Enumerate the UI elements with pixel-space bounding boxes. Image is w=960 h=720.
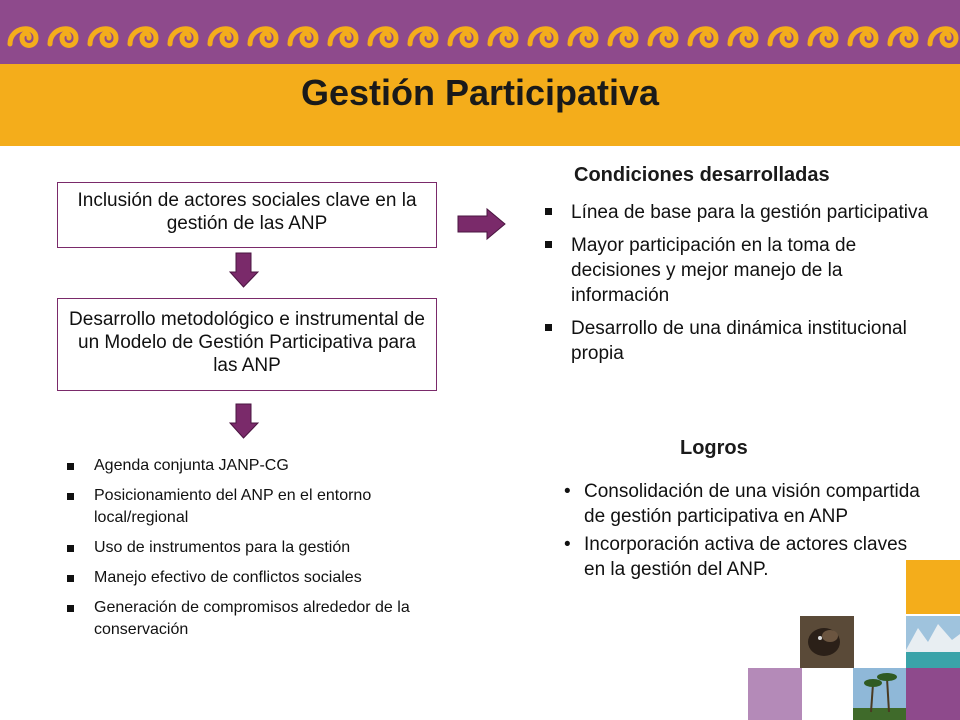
list-item: Uso de instrumentos para la gestión xyxy=(67,537,467,559)
logros-heading: Logros xyxy=(680,437,748,459)
page-title: Gestión Participativa xyxy=(300,72,660,113)
condiciones-heading: Condiciones desarrolladas xyxy=(574,164,830,186)
deco-square-yellow xyxy=(906,560,960,614)
condiciones-list xyxy=(545,200,945,374)
list-item: Línea de base para la gestión participativa xyxy=(545,200,945,225)
mountain-lake-photo xyxy=(906,616,960,668)
resultados-list xyxy=(67,455,467,649)
deco-square-lightpurple xyxy=(748,668,802,720)
wave-pattern-band xyxy=(0,0,960,64)
list-item: Manejo efectivo de conflictos sociales xyxy=(67,567,467,589)
desarrollo-box xyxy=(57,298,437,391)
square-bullet-icon xyxy=(545,324,552,331)
square-bullet-icon xyxy=(67,545,74,552)
bullet-dot: • xyxy=(564,534,571,555)
square-bullet-icon xyxy=(67,575,74,582)
square-bullet-icon xyxy=(67,605,74,612)
desarrollo-text: Desarrollo metodológico e instrumental de un Modelo de Gestión Participativa para las ANP xyxy=(69,309,425,376)
list-item: Posicionamiento del ANP en el entorno local/regional xyxy=(67,485,467,529)
list-item: Desarrollo de una dinámica institucional propia xyxy=(545,316,945,366)
list-item: Agenda conjunta JANP-CG xyxy=(67,455,467,477)
list-item: • Incorporación activa de actores claves en la gestión del ANP. xyxy=(564,534,908,580)
inclusion-box xyxy=(57,182,437,248)
bullet-dot: • xyxy=(564,481,571,502)
arrow-down-icon xyxy=(229,252,259,288)
bat-photo xyxy=(800,616,854,668)
list-item: • Consolidación de una visión compartida de gestión participativa en ANP xyxy=(564,481,920,527)
palm-photo xyxy=(853,668,907,720)
arrow-down-icon xyxy=(229,403,259,439)
inclusion-text: Inclusión de actores sociales clave en la gestión de las ANP xyxy=(77,190,417,234)
list-item: Mayor participación en la toma de decisiones y mejor manejo de la información xyxy=(545,233,945,308)
square-bullet-icon xyxy=(67,463,74,470)
square-bullet-icon xyxy=(545,208,552,215)
square-bullet-icon xyxy=(545,241,552,248)
square-bullet-icon xyxy=(67,493,74,500)
logros-list xyxy=(564,479,924,585)
arrow-right-icon xyxy=(457,207,507,241)
list-item: Generación de compromisos alrededor de la conservación xyxy=(67,597,467,641)
header-banner xyxy=(0,0,960,146)
deco-square-purple xyxy=(906,668,960,720)
